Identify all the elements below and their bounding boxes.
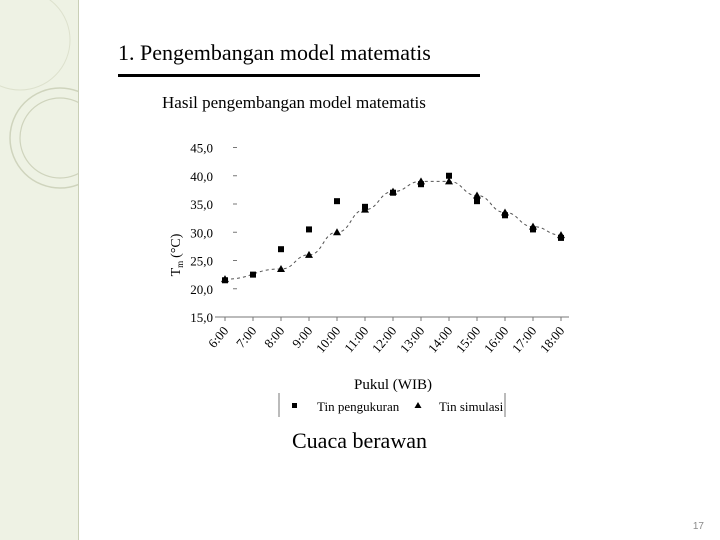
simulation-curve [225, 181, 561, 279]
measured-point [474, 198, 480, 204]
x-tick-label: 8:00 [260, 323, 288, 351]
x-tick-label: 18:00 [536, 323, 568, 356]
x-tick-label: 16:00 [480, 323, 512, 356]
series-layer [221, 173, 565, 284]
y-tick-label: 15,0 [190, 310, 213, 325]
x-tick-label: 15:00 [452, 323, 484, 356]
simulated-point [501, 208, 509, 215]
x-tick-label: 14:00 [424, 323, 456, 356]
x-tick-label: 12:00 [368, 323, 400, 356]
x-tick-label: 17:00 [508, 323, 540, 356]
x-tick-label: 11:00 [341, 323, 372, 356]
y-tick-label: 20,0 [190, 281, 213, 297]
x-tick-label: 7:00 [232, 323, 260, 351]
decorative-circles [0, 0, 78, 540]
legend-triangle-marker [415, 402, 422, 408]
x-axis-label: Pukul (WIB) [354, 377, 432, 393]
y-tick-label: 40,0 [190, 168, 213, 184]
legend [279, 393, 505, 417]
y-axis [190, 141, 237, 326]
legend-square-marker [292, 403, 297, 408]
x-tick-label: 13:00 [396, 323, 428, 356]
y-tick-label: 35,0 [190, 197, 213, 212]
x-tick-label: 6:00 [204, 323, 232, 351]
slide-subtitle: Hasil pengembangan model matematis [162, 93, 426, 112]
simulated-point [333, 228, 341, 235]
legend-label-pengukuran: Tin pengukuran [317, 399, 400, 414]
measured-point [334, 198, 340, 204]
simulated-point [557, 231, 565, 238]
legend-label-simulasi: Tin simulasi [439, 399, 504, 414]
y-axis-label: $T_m(^\circ C)$ [169, 233, 185, 277]
measured-point [306, 226, 312, 232]
y-tick-label: 30,0 [190, 225, 213, 241]
x-axis [205, 317, 569, 356]
slide-title: 1. Pengembangan model matematis [118, 40, 431, 65]
x-tick-label: 9:00 [288, 323, 316, 351]
simulated-point [417, 177, 425, 184]
chart-caption: Cuaca berawan [292, 428, 427, 453]
chart [155, 135, 575, 430]
measured-point [278, 246, 284, 252]
simulated-point [473, 192, 481, 199]
simulated-point [277, 265, 285, 272]
title-underline [118, 74, 480, 77]
y-tick-label: 25,0 [190, 253, 213, 269]
y-tick-label: 45,0 [190, 140, 213, 156]
page-number: 17 [692, 521, 704, 532]
x-tick-label: 10:00 [312, 323, 344, 356]
measured-point [250, 272, 256, 278]
temperature-chart [155, 135, 575, 425]
decorative-sidebar [0, 0, 79, 540]
simulated-point [529, 223, 537, 230]
